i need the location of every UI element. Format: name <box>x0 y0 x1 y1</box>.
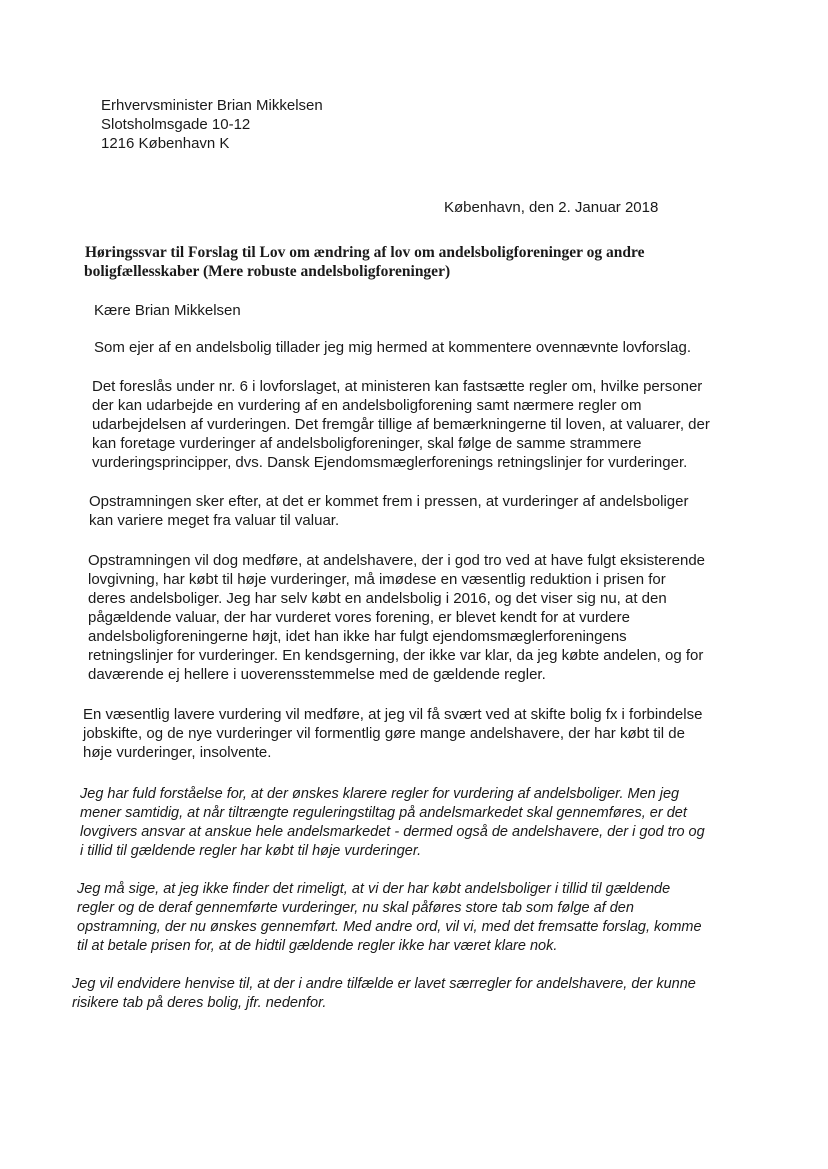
paragraph-line: mener samtidig, at når tiltrængte reguleringstiltag på andelsmarkedet skal gennemføres, er det <box>80 805 687 821</box>
paragraph-line: Opstramningen sker efter, at det er kommet frem i pressen, at vurderinger af andelsboliger <box>89 493 689 510</box>
paragraph-line: i tillid til gældende regler har købt til høje vurderinger. <box>80 843 422 859</box>
recipient-name: Erhvervsminister Brian Mikkelsen <box>101 97 323 114</box>
paragraph-line: Jeg må sige, at jeg ikke finder det rimeligt, at vi der har købt andelsboliger i tillid til gældende <box>77 881 671 897</box>
letter-title-line: Høringssvar til Forslag til Lov om ændring af lov om andelsboligforeninger og andre <box>85 244 645 261</box>
paragraph-line: kan foretage vurderinger af andelsboligforeninger, skal følge de samme strammere <box>92 435 642 452</box>
date-line: København, den 2. Januar 2018 <box>444 199 659 216</box>
paragraph-line: deres andelsboliger. Jeg har selv købt en andelsbolig i 2016, og det viser sig nu, at den <box>88 590 667 607</box>
paragraph-line: En væsentlig lavere vurdering vil medføre, at jeg vil få svært ved at skifte bolig fx i forbindelse <box>83 706 703 723</box>
paragraph-line: daværende ej hellere i uoverensstemmelse med de gældende regler. <box>88 666 546 683</box>
paragraph-line: Jeg vil endvidere henvise til, at der i andre tilfælde er lavet særregler for andelshavere, der kunne <box>72 976 696 992</box>
paragraph-line: kan variere meget fra valuar til valuar. <box>89 512 340 529</box>
paragraph-line: Opstramningen vil dog medføre, at andelshavere, der i god tro ved at have fulgt eksisterende <box>88 552 706 569</box>
paragraph-line: pågældende valuar, der har vurderet vores forening, er blevet kendt for at vurdere <box>88 609 630 626</box>
paragraph-line: retningslinjer for vurderinger. En kendsgerning, der ikke var klar, da jeg købte andelen, og for <box>88 647 704 664</box>
paragraph-line: Jeg har fuld forståelse for, at der ønskes klarere regler for vurdering af andelsboliger. Men jeg <box>80 786 680 802</box>
paragraph-line: der kan udarbejde en vurdering af en andelsboligforening samt nærmere regler om <box>92 397 642 414</box>
recipient-city: 1216 København K <box>101 135 230 152</box>
salutation: Kære Brian Mikkelsen <box>94 302 241 319</box>
paragraph-line: til at betale prisen for, at de hidtil gældende regler ikke har været klare nok. <box>77 938 558 954</box>
paragraph-line: jobskifte, og de nye vurderinger vil formentlig gøre mange andelshavere, der har købt til de <box>83 725 685 742</box>
paragraph-line: lovgivers ansvar at anskue hele andelsmarkedet - dermed også de andelshavere, der i god tro og <box>80 824 705 840</box>
recipient-street: Slotsholmsgade 10-12 <box>101 116 251 133</box>
paragraph-line: regler og de deraf gennemførte vurderinger, nu skal påføres store tab som følge af den <box>77 900 634 916</box>
paragraph-line: høje vurderinger, insolvente. <box>83 744 272 761</box>
paragraph-line: lovgivning, har købt til høje vurderinger, må imødese en væsentlig reduktion i prisen for <box>88 571 666 588</box>
paragraph-line: udarbejdelsen af vurderingen. Det fremgår tillige af bemærkningerne til loven, at valuarer, der <box>92 416 710 433</box>
paragraph-line: Som ejer af en andelsbolig tillader jeg mig hermed at kommentere ovennævnte lovforslag. <box>94 339 691 356</box>
paragraph-line: andelsboligforeningerne højt, idet han ikke har fulgt ejendomsmæglerforeningens <box>88 628 627 645</box>
paragraph-line: vurderingsprincipper, dvs. Dansk Ejendomsmæglerforenings retningslinjer for vurderinger. <box>92 454 688 471</box>
paragraph-line: Det foreslås under nr. 6 i lovforslaget, at ministeren kan fastsætte regler om, hvilke personer <box>92 378 703 395</box>
paragraph-line: risikere tab på deres bolig, jfr. nedenfor. <box>72 995 327 1011</box>
letter-title-line: boligfællesskaber (Mere robuste andelsboligforeninger) <box>84 263 451 280</box>
paragraph-line: opstramning, der nu ønskes gennemført. Med andre ord, vil vi, med det fremsatte forslag, komme <box>77 919 702 935</box>
